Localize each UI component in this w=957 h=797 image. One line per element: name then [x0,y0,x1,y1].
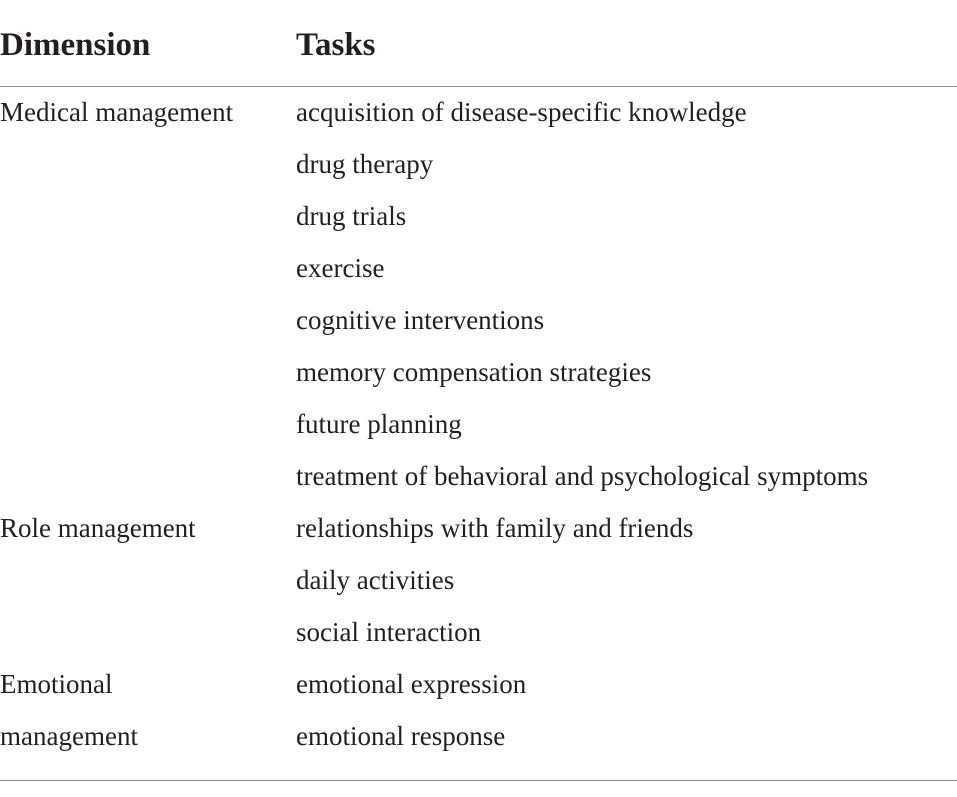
table-row [0,346,957,398]
dimension-cell: management [0,721,138,751]
table-row [0,294,957,346]
table-row [0,86,957,138]
table-row [0,190,957,242]
task-cell: future planning [296,409,462,439]
dimension-cell: Emotional [0,669,113,699]
task-cell: memory compensation strategies [296,357,652,387]
header-tasks: Tasks [296,27,376,63]
task-cell: daily activities [296,565,455,595]
table-row [0,606,957,658]
task-cell: treatment of behavioral and psychological symptoms [296,461,869,491]
table-row [0,242,957,294]
task-cell: relationships with family and friends [296,513,694,543]
task-cell: emotional response [296,721,506,751]
table-row [0,138,957,190]
table-row [0,658,957,710]
table-row [0,398,957,450]
task-cell: cognitive interventions [296,305,545,335]
task-cell: drug trials [296,201,407,231]
dimension-cell: Medical management [0,97,234,127]
task-cell: emotional expression [296,669,527,699]
table-header [0,0,957,86]
table-row [0,502,957,554]
table-row [0,554,957,606]
task-cell: drug therapy [296,149,434,179]
task-cell: exercise [296,253,385,283]
table-row [0,710,957,762]
table-row [0,450,957,502]
table-bottom-rule [0,780,957,781]
dimension-cell: Role management [0,513,196,543]
header-dimension: Dimension [0,27,151,63]
task-cell: social interaction [296,617,482,647]
task-cell: acquisition of disease-specific knowledge [296,97,747,127]
